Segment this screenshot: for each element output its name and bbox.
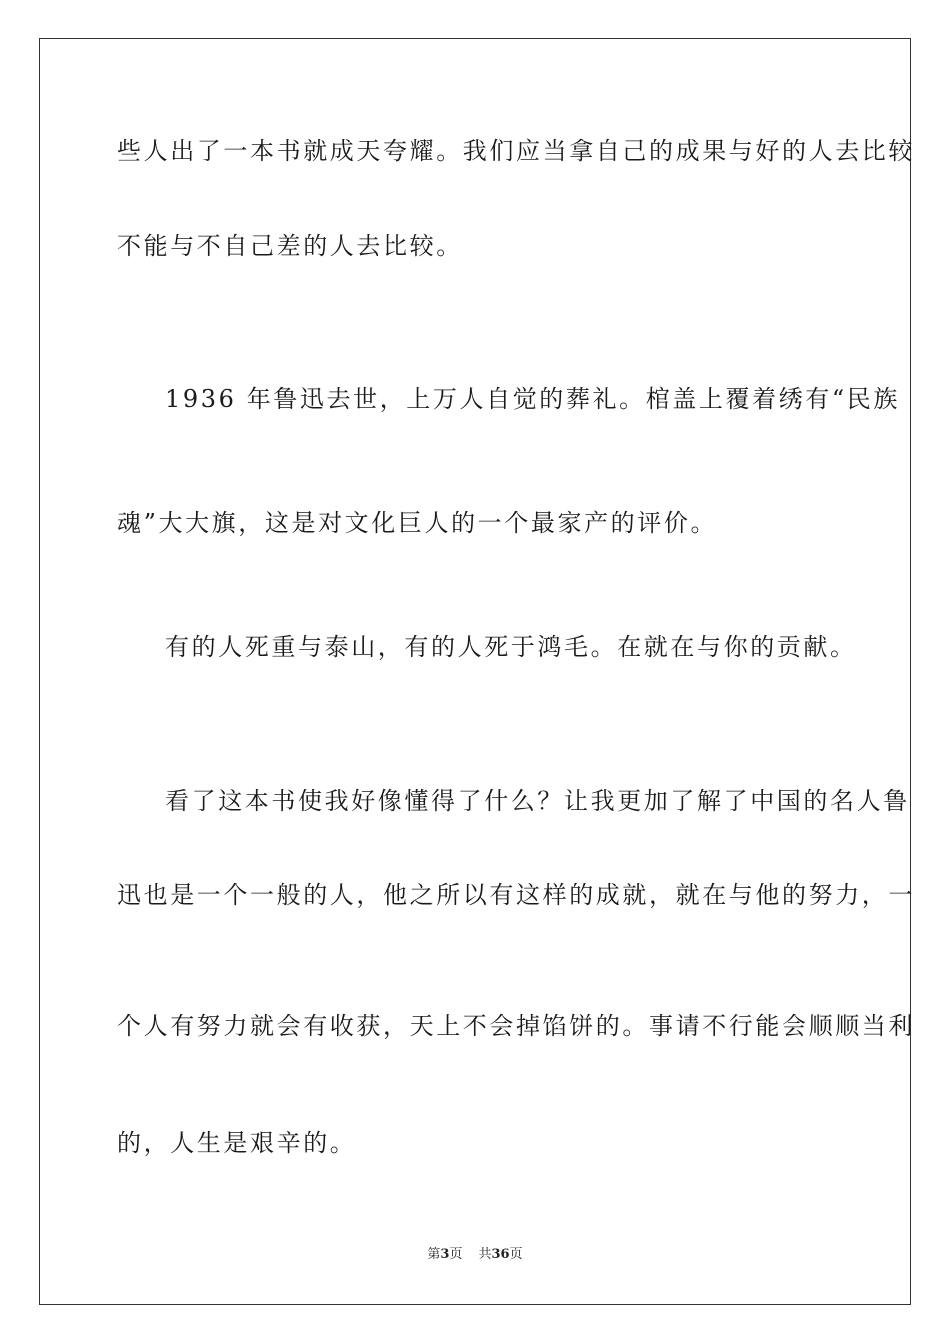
text-line: 个人有努力就会有收获，天上不会掉馅饼的。事请不行能会顺顺当利 (117, 1012, 915, 1040)
text-line: 些人出了一本书就成天夸耀。我们应当拿自己的成果与好的人去比较 (117, 137, 915, 165)
page-border (39, 38, 915, 1305)
page-total: 共36页 (478, 1247, 523, 1262)
paragraph-start-line: 有的人死重与泰山，有的人死于鸿毛。在就在与你的贡献。 (165, 633, 857, 661)
paragraph-start-line: 看了这本书使我好像懂得了什么？让我更加了解了中国的名人鲁 (165, 787, 910, 815)
text-line: 不能与不自己差的人去比较。 (117, 232, 463, 260)
text-line: 迅也是一个一般的人，他之所以有这样的成就，就在与他的努力，一 (117, 881, 915, 909)
paragraph-start-line: 1936 年鲁迅去世，上万人自觉的葬礼。棺盖上覆着绣有“民族 (165, 385, 900, 413)
text-line: 的，人生是艰辛的。 (117, 1129, 357, 1157)
text-line: 魂”大大旗，这是对文化巨人的一个最家产的评价。 (117, 509, 718, 537)
page-number: 第3页 (427, 1247, 463, 1262)
page-footer (0, 1246, 950, 1264)
